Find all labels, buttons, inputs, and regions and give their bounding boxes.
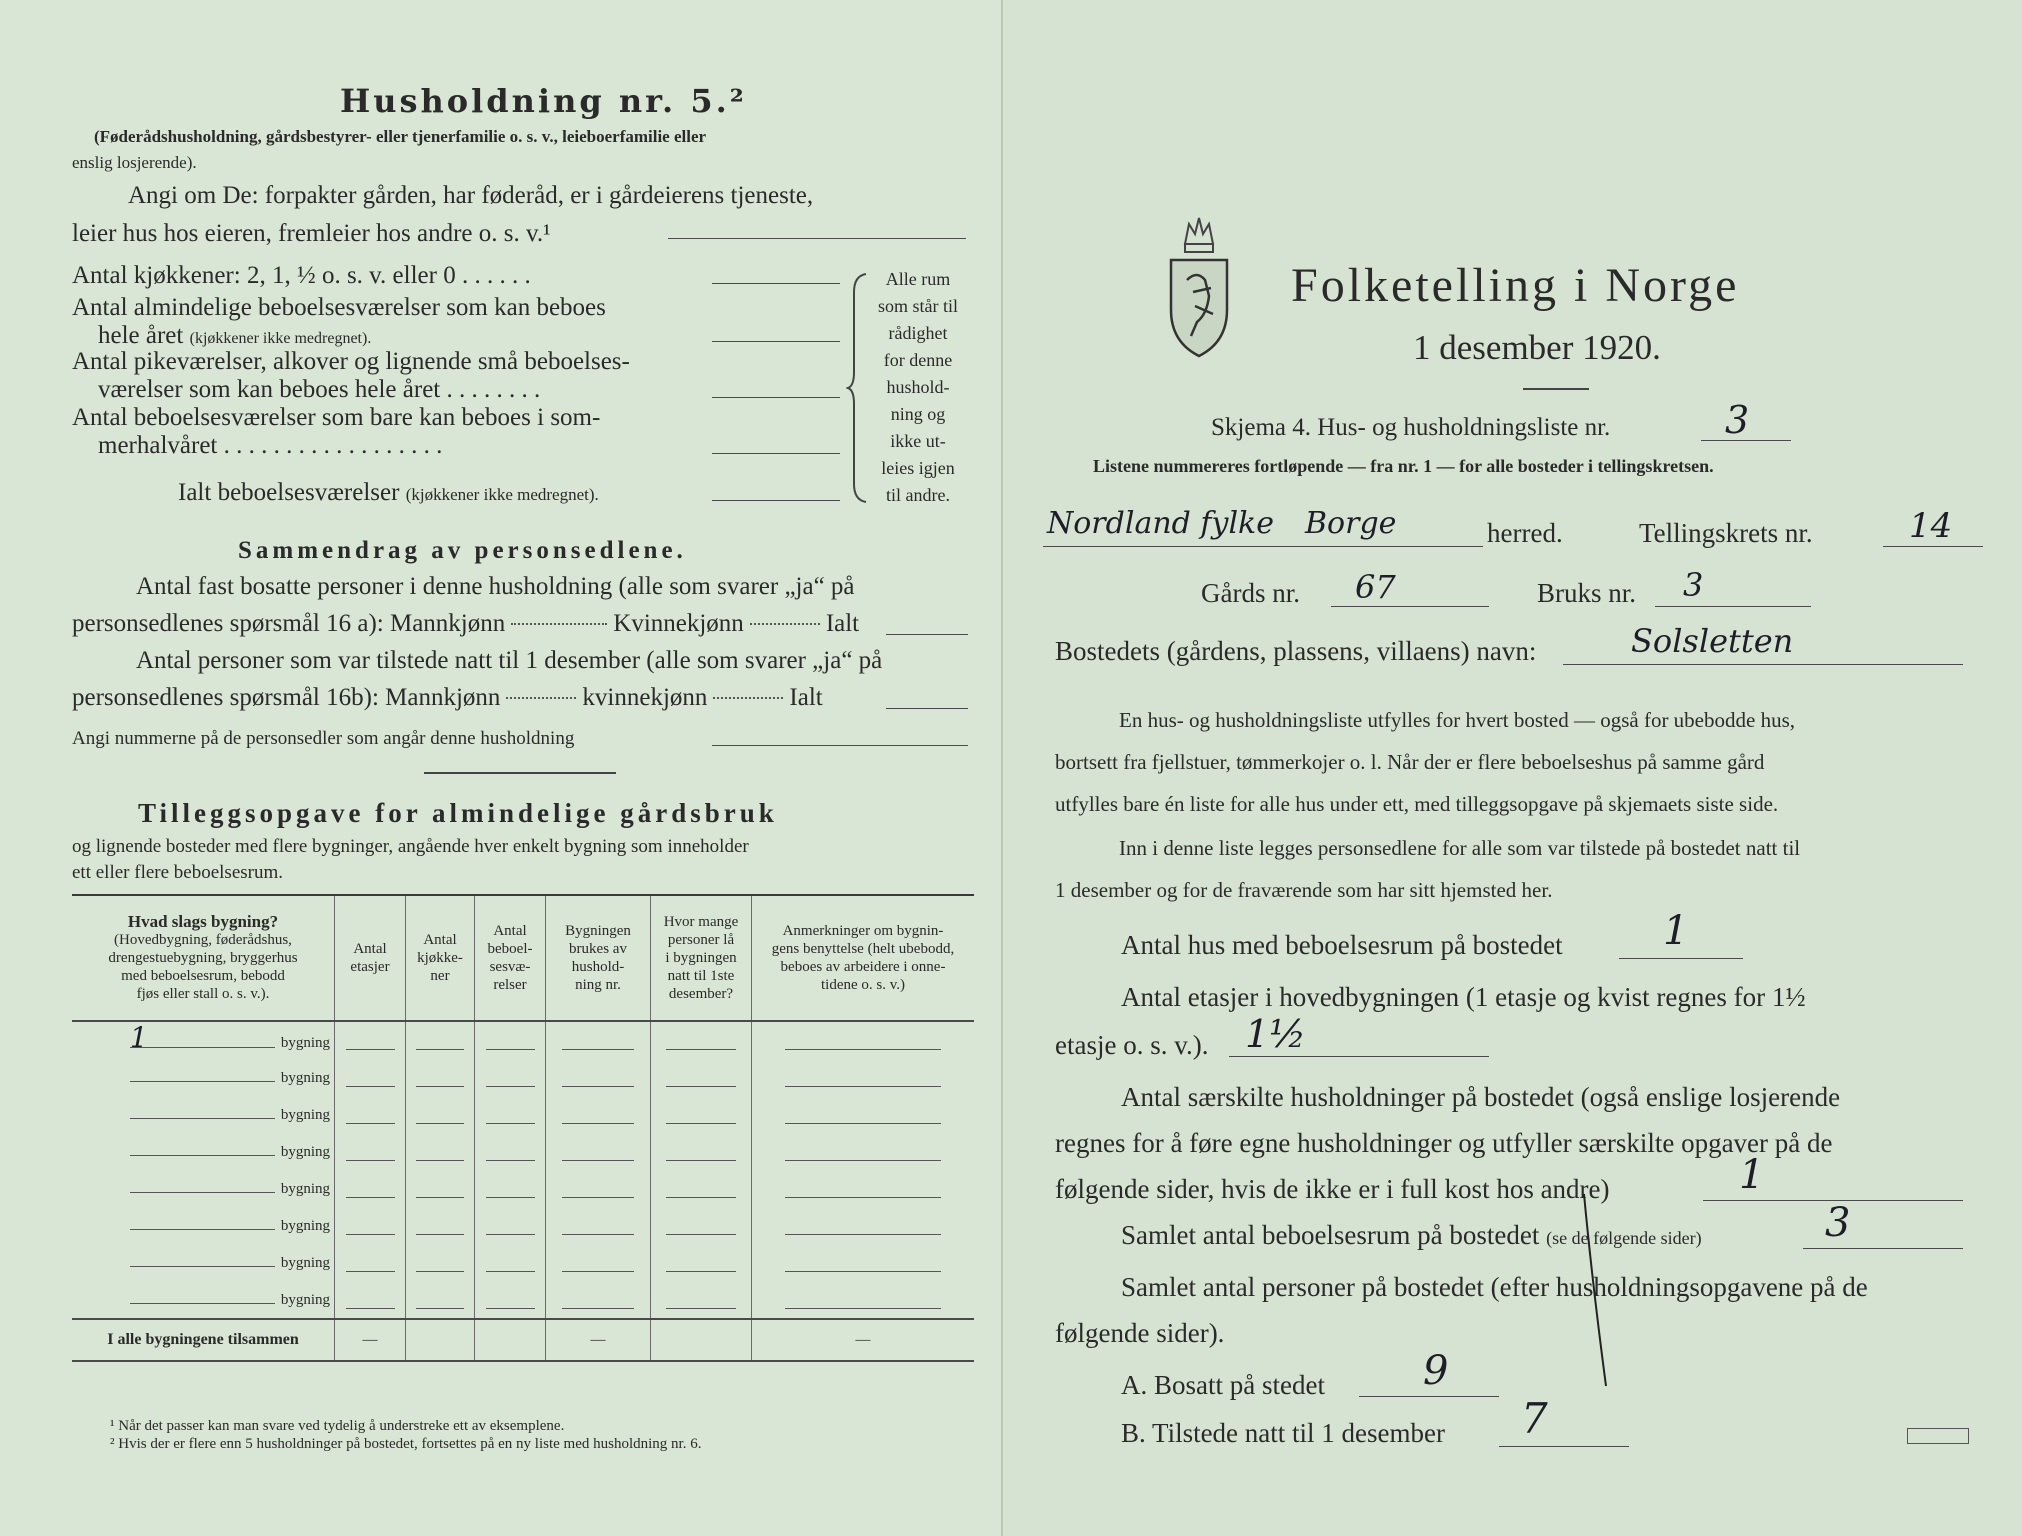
header-beboelsesvaerelser: Antal beboel- sesvæ- relser: [475, 895, 546, 1021]
row-label: bygning: [72, 1059, 335, 1096]
left-page-household: [0, 0, 1003, 1536]
q-almindelige-1: Antal almindelige beboelsesværelser som kan beboes: [72, 294, 606, 321]
q-sommer-2: merhalvåret . . . . . . . . . . . . . . . . . .: [98, 432, 443, 459]
header-building-type: Hvad slags bygning? (Hovedbygning, føderådshus, drengestuebygning, bryggerhus med beboelsesrum, bebodd fjøs eller stall o. s. v.).: [72, 895, 335, 1021]
table-row: [72, 1021, 974, 1059]
q-sommer-1: Antal beboelsesværelser som bare kan beboes i som-: [72, 404, 601, 431]
table-row: [72, 1207, 974, 1244]
summary-line-3: Angi nummerne på de personsedler som angår denne husholdning: [72, 728, 575, 749]
q-hus-label: Antal hus med beboelsesrum på bostedet: [1121, 930, 1563, 960]
skjema-number-value: 3: [1725, 398, 1750, 442]
q-etasjer-value: 1½: [1245, 1012, 1307, 1056]
header-etasjer: Antal etasjer: [335, 895, 406, 1021]
table-row: [72, 1096, 974, 1133]
right-page-census: [1003, 0, 2022, 1536]
info-line-1: En hus- og husholdningsliste utfylles for hvert bosted — også for ubebodde hus,: [1119, 708, 1795, 732]
q-tilstede-label: B. Tilstede natt til 1 desember: [1121, 1418, 1445, 1448]
summary-line-1a: Antal fast bosatte personer i denne husholdning (alle som svarer „ja“ på: [136, 573, 855, 600]
row-label: bygning: [72, 1170, 335, 1207]
skjema-number-line: [1701, 440, 1791, 441]
q-pikevaerelser-line: [712, 397, 840, 398]
total-label: I alle bygningene tilsammen: [72, 1319, 335, 1361]
q-almindelige-2: hele året (kjøkkener ikke medregnet).: [98, 322, 372, 349]
brace-note: Alle rum som står til rådighet for denne hushold- ning og ikke ut- leies igjen til andre.: [878, 269, 958, 505]
info-line-3: utfylles bare én liste for alle hus under ett, med tilleggsopgave på skjemaets siste side.: [1055, 792, 1779, 816]
household-title: Husholdning nr. 5.²: [340, 82, 747, 120]
pen-stroke-icon: [1580, 1190, 1610, 1390]
q-etasjer-2: etasje o. s. v.).: [1055, 1030, 1209, 1060]
q-kjokkener: Antal kjøkkener: 2, 1, ½ o. s. v. eller 0 . . . . . .: [72, 262, 531, 289]
row-label: bygning: [72, 1096, 335, 1133]
q-kjokkener-line: [712, 283, 840, 284]
building-table: [72, 894, 974, 1362]
printer-stamp: [1907, 1428, 1969, 1444]
footnote-1: ¹ Når det passer kan man svare ved tydelig å understreke ett av eksemplene.: [110, 1418, 565, 1434]
summary-line-2a: Antal personer som var tilstede natt til 1 desember (alle som svarer „ja“ på: [136, 647, 883, 674]
q-personer-1: Samlet antal personer på bostedet (efter husholdningsopgavene på de: [1121, 1272, 1868, 1302]
q-ialt-line: [712, 500, 840, 501]
table-row: [72, 1281, 974, 1319]
table-row: [72, 1170, 974, 1207]
herred-label: herred.: [1487, 518, 1563, 548]
q-beboelsesrum-value: 3: [1825, 1200, 1851, 1246]
table-total-row: I alle bygningene tilsammen — — —: [72, 1319, 974, 1361]
summary-ialt-line-2: [886, 708, 968, 709]
census-title: Folketelling i Norge: [1291, 259, 1740, 312]
header-anmerkninger: Anmerkninger om bygnin- gens benyttelse (helt ubebodd, beboes av arbeidere i onne- tidene o. s. v.): [752, 895, 975, 1021]
q-husholdninger-1: Antal særskilte husholdninger på bostedet (også enslige losjerende: [1121, 1082, 1841, 1112]
herred-value: Borge: [1305, 506, 1397, 541]
summary-line-3-answer: [712, 745, 968, 746]
supplement-title: Tilleggsopgave for almindelige gårdsbruk: [138, 798, 778, 828]
angi-om-de-1: Angi om De: forpakter gården, har føderåd, er i gårdeierens tjeneste,: [128, 182, 814, 209]
listene-note: Listene nummereres fortløpende — fra nr. 1 — for alle bosteder i tellingskretsen.: [1093, 456, 1714, 476]
header-personer: Hvor mange personer lå i bygningen natt til 1ste desember?: [651, 895, 752, 1021]
bostedets-label: Bostedets (gårdens, plassens, villaens) navn:: [1055, 636, 1537, 666]
q-etasjer-line: [1229, 1056, 1489, 1057]
summary-line-1b: personsedlenes spørsmål 16 a): Mannkjønn Kvinnekjønn Ialt: [72, 610, 860, 637]
tellingskrets-value: 14: [1909, 506, 1953, 546]
gards-value: 67: [1355, 568, 1396, 606]
q-beboelsesrum-line: [1803, 1248, 1963, 1249]
q-hus-value: 1: [1663, 908, 1689, 954]
q-personer-2: følgende sider).: [1055, 1318, 1225, 1348]
q-husholdninger-3: følgende sider, hvis de ikke er i full kost hos andre): [1055, 1174, 1610, 1204]
row-label: bygning: [72, 1244, 335, 1281]
table-row: [72, 1059, 974, 1096]
tellingskrets-label: Tellingskrets nr.: [1639, 518, 1813, 548]
census-date: 1 desember 1920.: [1413, 328, 1661, 367]
q-etasjer-1: Antal etasjer i hovedbygningen (1 etasje og kvist regnes for 1½: [1121, 982, 1806, 1012]
q-husholdninger-value: 1: [1739, 1152, 1765, 1198]
table-row: [72, 1244, 974, 1281]
bostedets-value: Solsletten: [1631, 622, 1794, 660]
info-line-5: 1 desember og for de fraværende som har sitt hjemsted her.: [1055, 878, 1553, 902]
q-sommer-line: [712, 453, 840, 454]
q-pikevaerelser-1: Antal pikeværelser, alkover og lignende små beboelses-: [72, 348, 630, 375]
household-intro-2: enslig losjerende).: [72, 153, 197, 172]
fylke-value: Nordland fylke: [1047, 506, 1274, 541]
bostedets-line: [1563, 664, 1963, 665]
tellingskrets-line: [1883, 546, 1983, 547]
summary-ialt-line-1: [886, 634, 968, 635]
footnote-2: ² Hvis der er flere enn 5 husholdninger på bostedet, fortsettes på en ny liste med husholdning nr. 6.: [110, 1436, 702, 1452]
q-ialt: Ialt beboelsesværelser (kjøkkener ikke medregnet).: [178, 479, 599, 506]
building-table-header: [72, 895, 974, 1021]
q-bosatt-label: A. Bosatt på stedet: [1121, 1370, 1325, 1400]
q-bosatt-line: [1359, 1396, 1499, 1397]
q-husholdninger-2: regnes for å føre egne husholdninger og utfyller særskilte opgaver på de: [1055, 1128, 1833, 1158]
q-beboelsesrum: Samlet antal beboelsesrum på bostedet (se de følgende sider): [1121, 1220, 1702, 1250]
bruks-label: Bruks nr.: [1537, 578, 1637, 608]
q-hus-line: [1619, 958, 1743, 959]
row-label: 1 bygning: [72, 1021, 335, 1059]
coat-of-arms-icon: [1163, 210, 1235, 360]
q-almindelige-line: [712, 341, 840, 342]
header-husholdning-nr: Bygningen brukes av hushold- ning nr.: [546, 895, 651, 1021]
header-kjokkener: Antal kjøkke- ner: [406, 895, 475, 1021]
info-line-4: Inn i denne liste legges personsedlene for alle som var tilstede på bostedet natt til: [1119, 836, 1801, 860]
household-intro-1: (Føderådshusholdning, gårdsbestyrer- eller tjenerfamilie o. s. v., leieboerfamilie eller: [94, 127, 707, 146]
table-row: [72, 1133, 974, 1170]
skjema-label: Skjema 4. Hus- og husholdningsliste nr.: [1211, 414, 1611, 441]
q-tilstede-line: [1499, 1446, 1629, 1447]
fylke-line: [1043, 546, 1483, 547]
date-rule: [1523, 388, 1589, 390]
supplement-desc-1: og lignende bosteder med flere bygninger, angående hver enkelt bygning som inneholder: [72, 836, 749, 857]
angi-answer-line: [668, 238, 966, 239]
supplement-desc-2: ett eller flere beboelsesrum.: [72, 862, 284, 883]
q-tilstede-value: 7: [1521, 1394, 1548, 1443]
angi-om-de-2: leier hus hos eieren, fremleier hos andre o. s. v.¹: [72, 220, 551, 247]
q-bosatt-value: 9: [1423, 1348, 1449, 1394]
q-pikevaerelser-2: værelser som kan beboes hele året . . . . . . . .: [98, 376, 541, 403]
gards-line: [1331, 606, 1489, 607]
row-label: bygning: [72, 1133, 335, 1170]
row-label: bygning: [72, 1281, 335, 1319]
summary-title: Sammendrag av personsedlene.: [238, 537, 687, 564]
bruks-value: 3: [1683, 566, 1704, 604]
section-divider: [424, 772, 616, 774]
summary-line-2b: personsedlenes spørsmål 16b): Mannkjønn kvinnekjønn Ialt: [72, 684, 823, 711]
row-label: bygning: [72, 1207, 335, 1244]
bruks-line: [1655, 606, 1811, 607]
gards-label: Gårds nr.: [1201, 578, 1300, 608]
info-line-2: bortsett fra fjellstuer, tømmerkojer o. l. Når der er flere beboelseshus på samme gård: [1055, 750, 1765, 774]
